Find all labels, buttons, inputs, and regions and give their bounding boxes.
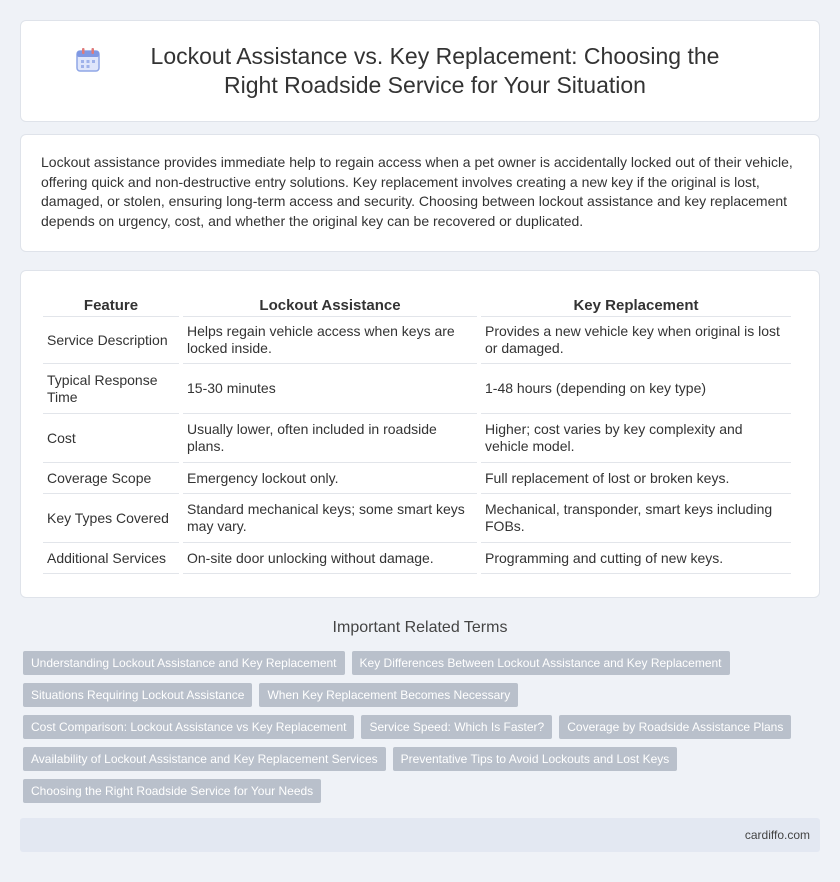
related-term-tag[interactable]: Cost Comparison: Lockout Assistance vs Key Replacement <box>23 715 354 739</box>
title-card <box>20 20 820 122</box>
header-feature: Feature <box>43 293 179 317</box>
footer-site-link[interactable]: cardiffo.com <box>744 828 810 842</box>
table-row <box>43 463 791 494</box>
table-cell: 1-48 hours (depending on key type) <box>481 364 791 414</box>
table-cell: Provides a new vehicle key when original is lost or damaged. <box>481 317 791 364</box>
table-cell: Coverage Scope <box>43 463 179 494</box>
table-row <box>43 317 791 364</box>
table-cell: Typical Response Time <box>43 364 179 414</box>
table-row <box>43 494 791 543</box>
header-key-replacement: Key Replacement <box>481 293 791 317</box>
table-cell: Emergency lockout only. <box>183 463 477 494</box>
related-terms-heading: Important Related Terms <box>332 619 508 636</box>
related-term-tag[interactable]: Situations Requiring Lockout Assistance <box>23 683 252 707</box>
table-cell: Mechanical, transponder, smart keys including FOBs. <box>481 494 791 543</box>
table-cell: Usually lower, often included in roadside plans. <box>183 414 477 463</box>
related-term-tag[interactable]: Preventative Tips to Avoid Lockouts and Lost Keys <box>393 747 678 771</box>
table-cell: Cost <box>43 414 179 463</box>
related-term-tag[interactable]: Coverage by Roadside Assistance Plans <box>559 715 791 739</box>
intro-card <box>20 134 820 252</box>
footer <box>20 818 820 852</box>
related-term-tag[interactable]: When Key Replacement Becomes Necessary <box>259 683 518 707</box>
table-cell: Programming and cutting of new keys. <box>481 543 791 574</box>
page-title: Lockout Assistance vs. Key Replacement: Choosing the Right Roadside Service for Your Situation <box>150 43 720 98</box>
table-cell: Higher; cost varies by key complexity and vehicle model. <box>481 414 791 463</box>
table-cell: Full replacement of lost or broken keys. <box>481 463 791 494</box>
related-term-tag[interactable]: Understanding Lockout Assistance and Key Replacement <box>23 651 345 675</box>
intro-paragraph: Lockout assistance provides immediate help to regain access when a pet owner is accidentally locked out of their vehicle, offering quick and non-destructive entry solutions. Key replacement involves creating a new key if the original is lost, damaged, or stolen, ensuring long-term access and security. Choosing between lockout assistance and key replacement depends on urgency, cost, and whether the original key can be recovered or duplicated. <box>41 154 793 229</box>
related-term-tag[interactable]: Choosing the Right Roadside Service for Your Needs <box>23 779 321 803</box>
table-row <box>43 414 791 463</box>
related-terms-list <box>23 651 813 803</box>
table-cell: Standard mechanical keys; some smart keys may vary. <box>183 494 477 543</box>
table-cell: 15-30 minutes <box>183 364 477 414</box>
header-lockout-assistance: Lockout Assistance <box>183 293 477 317</box>
related-term-tag[interactable]: Service Speed: Which Is Faster? <box>361 715 552 739</box>
table-cell: Helps regain vehicle access when keys are locked inside. <box>183 317 477 364</box>
table-row <box>43 543 791 574</box>
comparison-table <box>39 293 795 574</box>
table-cell: On-site door unlocking without damage. <box>183 543 477 574</box>
table-cell: Key Types Covered <box>43 494 179 543</box>
table-row <box>43 364 791 414</box>
table-header-row <box>43 293 791 317</box>
table-cell: Additional Services <box>43 543 179 574</box>
related-term-tag[interactable]: Key Differences Between Lockout Assistance and Key Replacement <box>352 651 730 675</box>
table-cell: Service Description <box>43 317 179 364</box>
related-term-tag[interactable]: Availability of Lockout Assistance and Key Replacement Services <box>23 747 386 771</box>
comparison-table-card <box>20 270 820 598</box>
